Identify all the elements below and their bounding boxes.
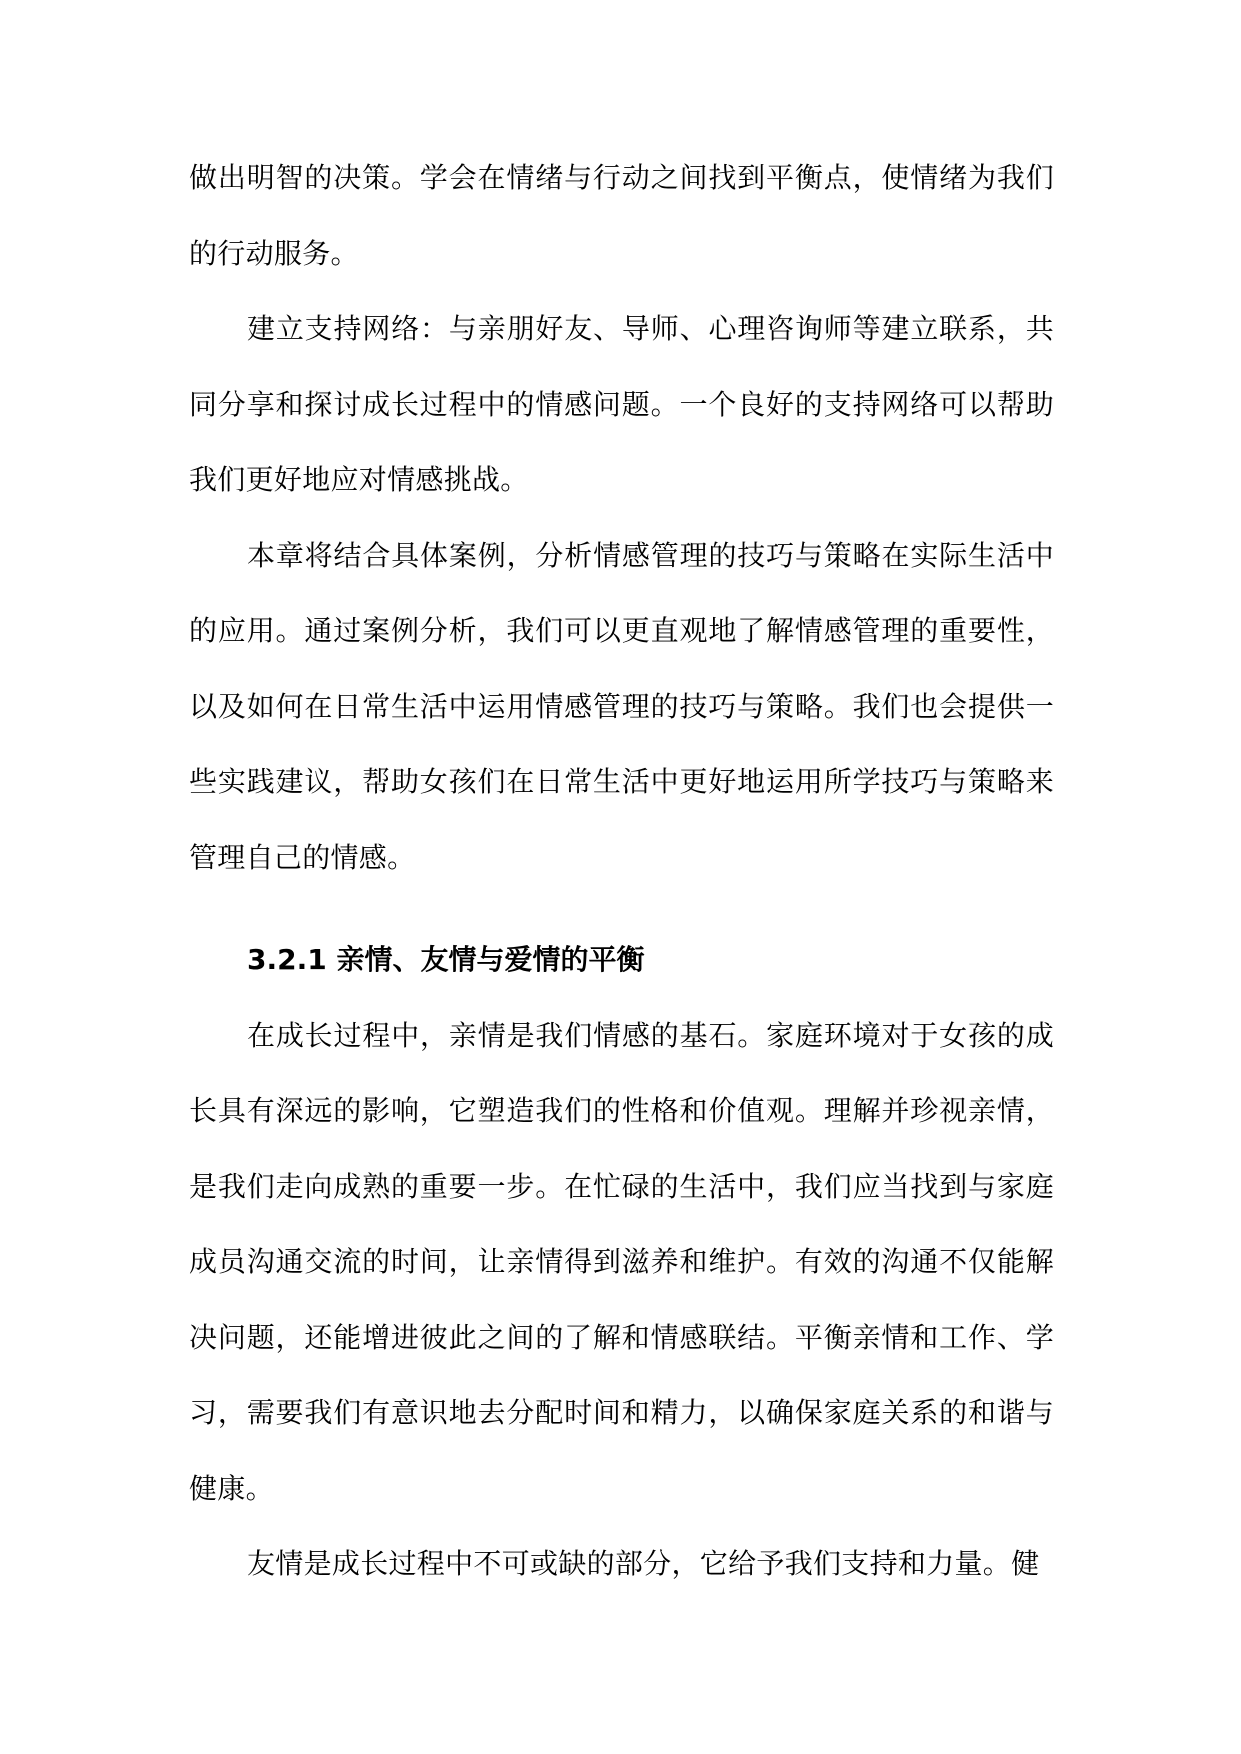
paragraph-continuation: 做出明智的决策。学会在情绪与行动之间找到平衡点，使情绪为我们的行动服务。 <box>189 161 1054 270</box>
paragraph-family-affection: 在成长过程中，亲情是我们情感的基石。家庭环境对于女孩的成长具有深远的影响，它塑造我们的性格和价值观。理解并珍视亲情，是我们走向成熟的重要一步。在忙碌的生活中，我们应当找到与家庭成员沟通交流的时间，让亲情得到滋养和维护。有效的沟通不仅能解决问题，还能增进彼此之间的了解和情感联结。平衡亲情和工作、学习，需要我们有意识地去分配时间和精力，以确保家庭关系的和谐与健康。 <box>189 1018 1054 1505</box>
section-heading: 3.2.1 亲情、友情与爱情的平衡 <box>247 943 645 976</box>
paragraph-support-network: 建立支持网络：与亲朋好友、导师、心理咨询师等建立联系，共同分享和探讨成长过程中的情感问题。一个良好的支持网络可以帮助我们更好地应对情感挑战。 <box>189 312 1054 496</box>
paragraph-friendship: 友情是成长过程中不可或缺的部分，它给予我们支持和力量。健 <box>247 1547 1040 1580</box>
paragraph-chapter-overview: 本章将结合具体案例，分析情感管理的技巧与策略在实际生活中的应用。通过案例分析，我们可以更直观地了解情感管理的重要性，以及如何在日常生活中运用情感管理的技巧与策略。我们也会提供一些实践建议，帮助女孩们在日常生活中更好地运用所学技巧与策略来管理自己的情感。 <box>189 538 1054 874</box>
document-body <box>189 140 1054 1602</box>
